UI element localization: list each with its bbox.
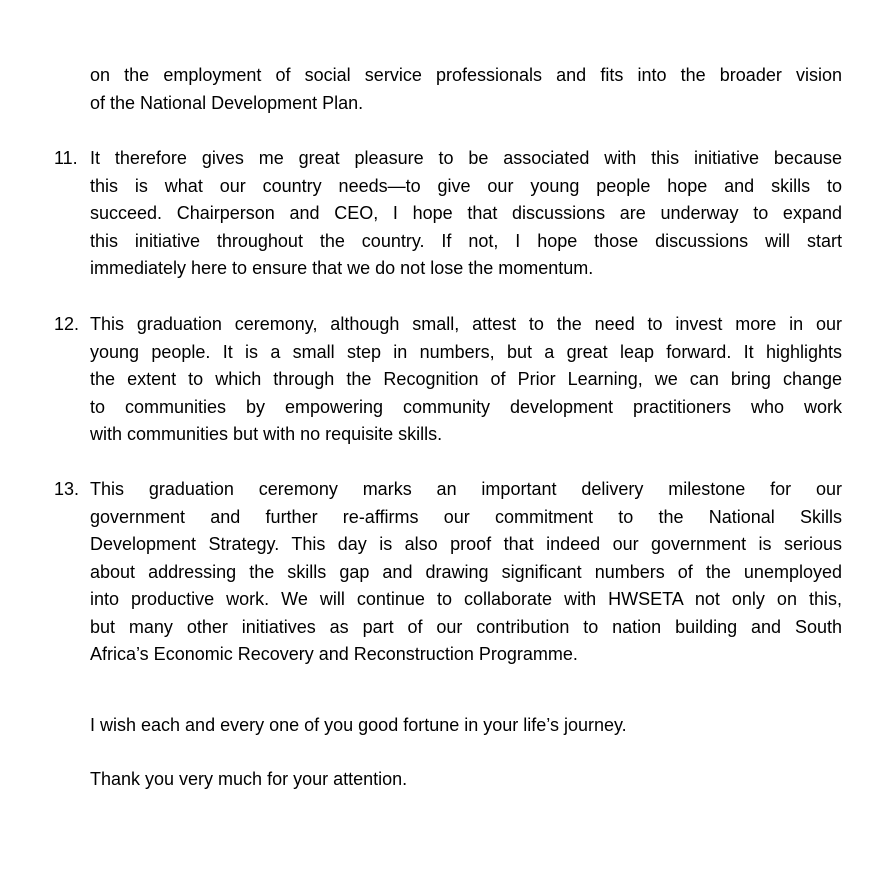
text-line: immediately here to ensure that we do not lose the momentum. — [90, 258, 594, 278]
text-line: into productive work. We will continue to collaborate with HWSETA not only on this, — [90, 589, 842, 609]
paragraph-number: 12. — [54, 314, 80, 334]
text-line: I wish each and every one of you good fortune in your life’s journey. — [90, 715, 627, 735]
paragraph-number: 11. — [54, 148, 78, 168]
paragraph-13 — [54, 476, 842, 669]
text-line: This graduation ceremony marks an important delivery milestone for our — [90, 479, 842, 499]
text-line: this is what our country needs—to give our young people hope and skills to — [90, 175, 842, 196]
text-line: young people. It is a small step in numbers, but a great leap forward. It highlights — [90, 341, 842, 362]
text-line: this initiative throughout the country. If not, I hope those discussions will start — [90, 230, 842, 251]
text-line: Development Strategy. This day is also proof that indeed our government is serious — [90, 534, 842, 554]
text-line: the extent to which through the Recognition of Prior Learning, we can bring change — [90, 369, 842, 389]
text-line: This graduation ceremony, although small, attest to the need to invest more in our — [90, 314, 842, 334]
text-line: government and further re-affirms our commitment to the National Skills — [90, 506, 842, 527]
text-line: Africa’s Economic Recovery and Reconstruction Programme. — [90, 644, 578, 664]
text-line: to communities by empowering community development practitioners who work — [90, 396, 842, 417]
text-line: but many other initiatives as part of our contribution to nation building and South — [90, 616, 842, 637]
paragraph-12 — [54, 311, 842, 449]
text-line: of the National Development Plan. — [90, 92, 364, 113]
text-line: It therefore gives me great pleasure to be associated with this initiative because — [90, 148, 842, 168]
paragraph-number: 13. — [54, 479, 80, 499]
closing-thanks — [90, 766, 842, 794]
text-line: about addressing the skills gap and drawing significant numbers of the unemployed — [90, 561, 842, 582]
text-line: Thank you very much for your attention. — [90, 769, 408, 789]
text-line: on the employment of social service professionals and fits into the broader vision — [90, 65, 842, 85]
intro-continuation — [90, 62, 842, 117]
text-line: with communities but with no requisite skills. — [90, 424, 443, 444]
text-line: succeed. Chairperson and CEO, I hope that discussions are underway to expand — [90, 203, 842, 223]
paragraph-11 — [54, 145, 842, 283]
closing-wish — [90, 712, 842, 740]
